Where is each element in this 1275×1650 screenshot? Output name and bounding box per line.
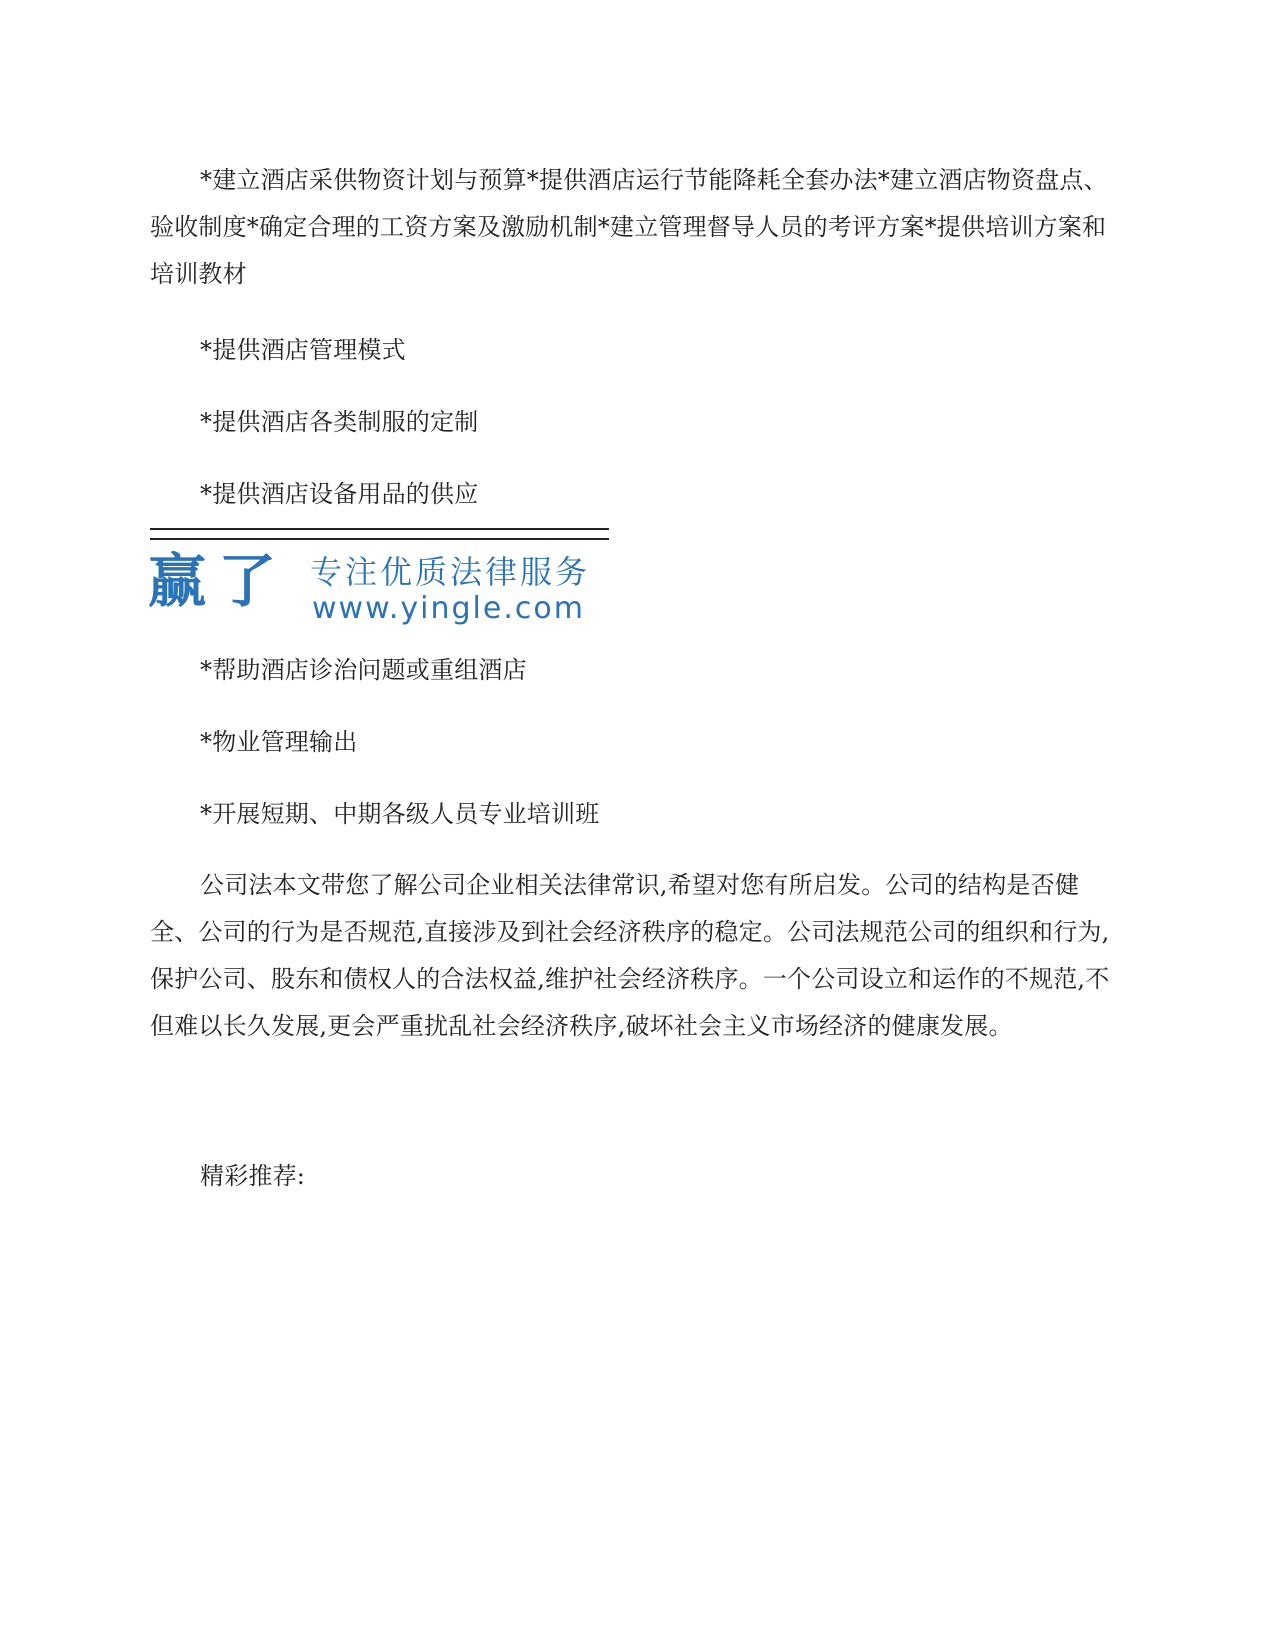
banner-second-rule xyxy=(150,538,609,540)
banner-url: www.yingle.com xyxy=(312,591,585,626)
paragraph-diagnose-reorganize: *帮助酒店诊治问题或重组酒店 xyxy=(200,656,527,684)
yingle-logo: 赢了 xyxy=(148,547,289,615)
paragraph-training-courses: *开展短期、中期各级人员专业培训班 xyxy=(200,800,600,828)
banner-top-rule xyxy=(150,528,609,530)
paragraph-equipment-supply: *提供酒店设备用品的供应 xyxy=(200,480,479,508)
banner-tagline: 专注优质法律服务 xyxy=(310,553,591,591)
paragraph-hotel-services-intro: *建立酒店采供物资计划与预算*提供酒店运行节能降耗全套办法*建立酒店物资盘点、验收制度*确定合理的工资方案及激励机制*建立管理督导人员的考评方案*提供培训方案和培训教材 xyxy=(150,166,1108,288)
paragraph-property-management: *物业管理输出 xyxy=(200,728,358,756)
recommended-heading: 精彩推荐: xyxy=(200,1162,306,1190)
paragraph-company-law: 公司法本文带您了解公司企业相关法律常识,希望对您有所启发。公司的结构是否健全、公司的行为是否规范,直接涉及到社会经济秩序的稳定。公司法规范公司的组织和行为,保护公司、股东和债权人的合法权益,维护社会经济秩序。一个公司设立和运作的不规范,不但难以长久发展,更会严重扰乱社会经济秩序,破坏社会主义市场经济的健康发展。 xyxy=(150,871,1110,1040)
paragraph-uniform-customization: *提供酒店各类制服的定制 xyxy=(200,408,479,436)
yingle-banner-image xyxy=(148,528,609,626)
paragraph-management-model: *提供酒店管理模式 xyxy=(200,336,406,364)
